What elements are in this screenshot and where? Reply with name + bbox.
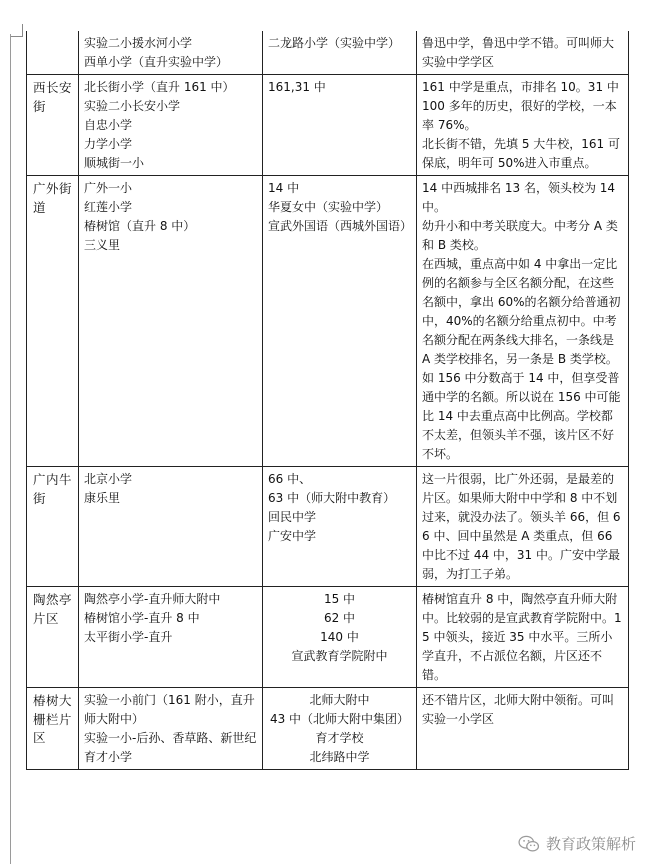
primary-schools-cell: [79, 467, 263, 587]
primary-school-item: 太平街小学-直升: [84, 630, 173, 644]
note-paragraph: 161 中学是重点，市排名 10。31 中 100 多年的历史，很好的学校，一本率 76%。: [422, 80, 619, 132]
notes-cell: [417, 176, 629, 467]
primary-schools-cell: [79, 587, 263, 688]
primary-school-item: 椿树馆（直升 8 中）: [84, 219, 196, 233]
middle-schools-cell: [263, 75, 417, 176]
district-cell: [27, 31, 79, 75]
watermark-text: 教育政策解析: [545, 835, 636, 853]
note-paragraph: 北长街不错，先填 5 大牛校，161 可保底，明年可 50%进入市重点。: [422, 137, 620, 170]
middle-school-item: 43 中（北师大附中集团）: [269, 712, 410, 726]
note-paragraph: 这一片很弱，比广外还弱，是最差的片区。如果师大附中中学和 8 中不划过来，就没办法了。领头羊 66，但 66 中、回中虽然是 A 类重点，但 66 中比不过 44 中，31 中。广安中学最弱，为打工子弟。: [422, 472, 621, 581]
primary-school-item: 实验二小援水河小学: [84, 36, 193, 50]
primary-school-item: 育才小学: [84, 750, 133, 764]
middle-school-item: 66 中、: [268, 472, 312, 486]
district-cell: 陶然亭片区: [27, 587, 79, 688]
table-row: [27, 176, 629, 467]
middle-school-item: 140 中: [320, 630, 359, 644]
middle-school-item: 宣武教育学院附中: [291, 649, 388, 663]
middle-school-item: 62 中: [323, 611, 356, 625]
primary-school-item: 椿树馆小学-直升 8 中: [84, 611, 200, 625]
primary-school-item: 西单小学（直升实验中学）: [84, 55, 229, 69]
middle-school-item: 回民中学: [268, 510, 317, 524]
page-margin-rule: [10, 34, 11, 864]
middle-school-item: 宣武外国语（西城外国语）: [268, 219, 413, 233]
middle-school-item: 北师大附中: [309, 693, 370, 707]
table-row: [27, 688, 629, 770]
district-cell: 西长安街: [27, 75, 79, 176]
watermark: [518, 833, 636, 854]
primary-school-item: 自忠小学: [84, 118, 133, 132]
primary-school-item: 广外一小: [84, 181, 133, 195]
primary-school-item: 红莲小学: [84, 200, 133, 214]
table-row: [27, 31, 629, 75]
primary-school-item: 实验一小-后孙、香草路、新世纪: [84, 731, 257, 745]
primary-school-item: 力学小学: [84, 137, 133, 151]
notes-cell: [417, 467, 629, 587]
notes-cell: [417, 31, 629, 75]
wechat-icon: [518, 835, 540, 853]
middle-school-item: 育才学校: [315, 731, 364, 745]
table-row: [27, 587, 629, 688]
primary-schools-cell: [79, 688, 263, 770]
table-row: [27, 75, 629, 176]
middle-school-item: 广安中学: [268, 529, 317, 543]
primary-school-item: 北长街小学（直升 161 中）: [84, 80, 235, 94]
notes-cell: [417, 688, 629, 770]
middle-school-item: 北纬路中学: [309, 750, 370, 764]
primary-schools-cell: [79, 75, 263, 176]
primary-schools-cell: [79, 176, 263, 467]
note-paragraph: 鲁迅中学，鲁迅中学不错。可叫师大实验中学学区: [422, 36, 615, 69]
middle-schools-cell: [263, 587, 417, 688]
primary-school-item: 北京小学: [84, 472, 133, 486]
middle-school-item: 161,31 中: [268, 80, 326, 94]
primary-school-item: 顺城街一小: [84, 156, 145, 170]
middle-schools-cell: [263, 31, 417, 75]
page-corner-mark: [10, 24, 23, 37]
note-paragraph: 在西城，重点高中如 4 中拿出一定比例的名额参与全区名额分配，在这些名额中，拿出 60%的名额分给普通初中，40%的名额分给重点初中。中考名额分配在两条线大排名，一条线是 A 类学校排名，另一条是 B 类学校。如 156 中分数高于 14 中，但享受普通中学的名额。所以说在 156 中可能比 14 中去重点高中比例高。学校都不太差，但领头羊不强，该片区不好不坏。: [422, 257, 621, 461]
note-paragraph: 椿树馆直升 8 中，陶然亭直升师大附中。比较弱的是宣武教育学院附中。15 中领头，接近 35 中水平。三所小学直升，不占派位名额，片区还不错。: [422, 592, 622, 682]
primary-school-item: 康乐里: [84, 491, 121, 505]
middle-school-item: 15 中: [323, 592, 356, 606]
primary-school-item: 实验一小前门（161 附小，直升师大附中）: [84, 693, 255, 726]
table-row: [27, 467, 629, 587]
district-cell: 椿树大栅栏片区: [27, 688, 79, 770]
middle-schools-cell: [263, 688, 417, 770]
primary-school-item: 陶然亭小学-直升师大附中: [84, 592, 221, 606]
primary-schools-cell: [79, 31, 263, 75]
middle-schools-cell: [263, 467, 417, 587]
school-district-table: [26, 31, 629, 770]
district-cell: 广内牛街: [27, 467, 79, 587]
note-paragraph: 14 中西城排名 13 名，领头校为 14 中。: [422, 181, 616, 214]
district-cell: 广外街道: [27, 176, 79, 467]
note-paragraph: 幼升小和中考关联度大。中考分 A 类和 B 类校。: [422, 219, 618, 252]
notes-cell: [417, 75, 629, 176]
primary-school-item: 三义里: [84, 238, 121, 252]
notes-cell: [417, 587, 629, 688]
middle-school-item: 华夏女中（实验中学）: [268, 200, 389, 214]
note-paragraph: 还不错片区，北师大附中领衔。可叫实验一小学区: [422, 693, 615, 726]
middle-schools-cell: [263, 176, 417, 467]
middle-school-item: 二龙路小学（实验中学）: [268, 36, 401, 50]
middle-school-item: 14 中: [268, 181, 300, 195]
primary-school-item: 实验二小长安小学: [84, 99, 181, 113]
middle-school-item: 63 中（师大附中教育）: [268, 491, 396, 505]
